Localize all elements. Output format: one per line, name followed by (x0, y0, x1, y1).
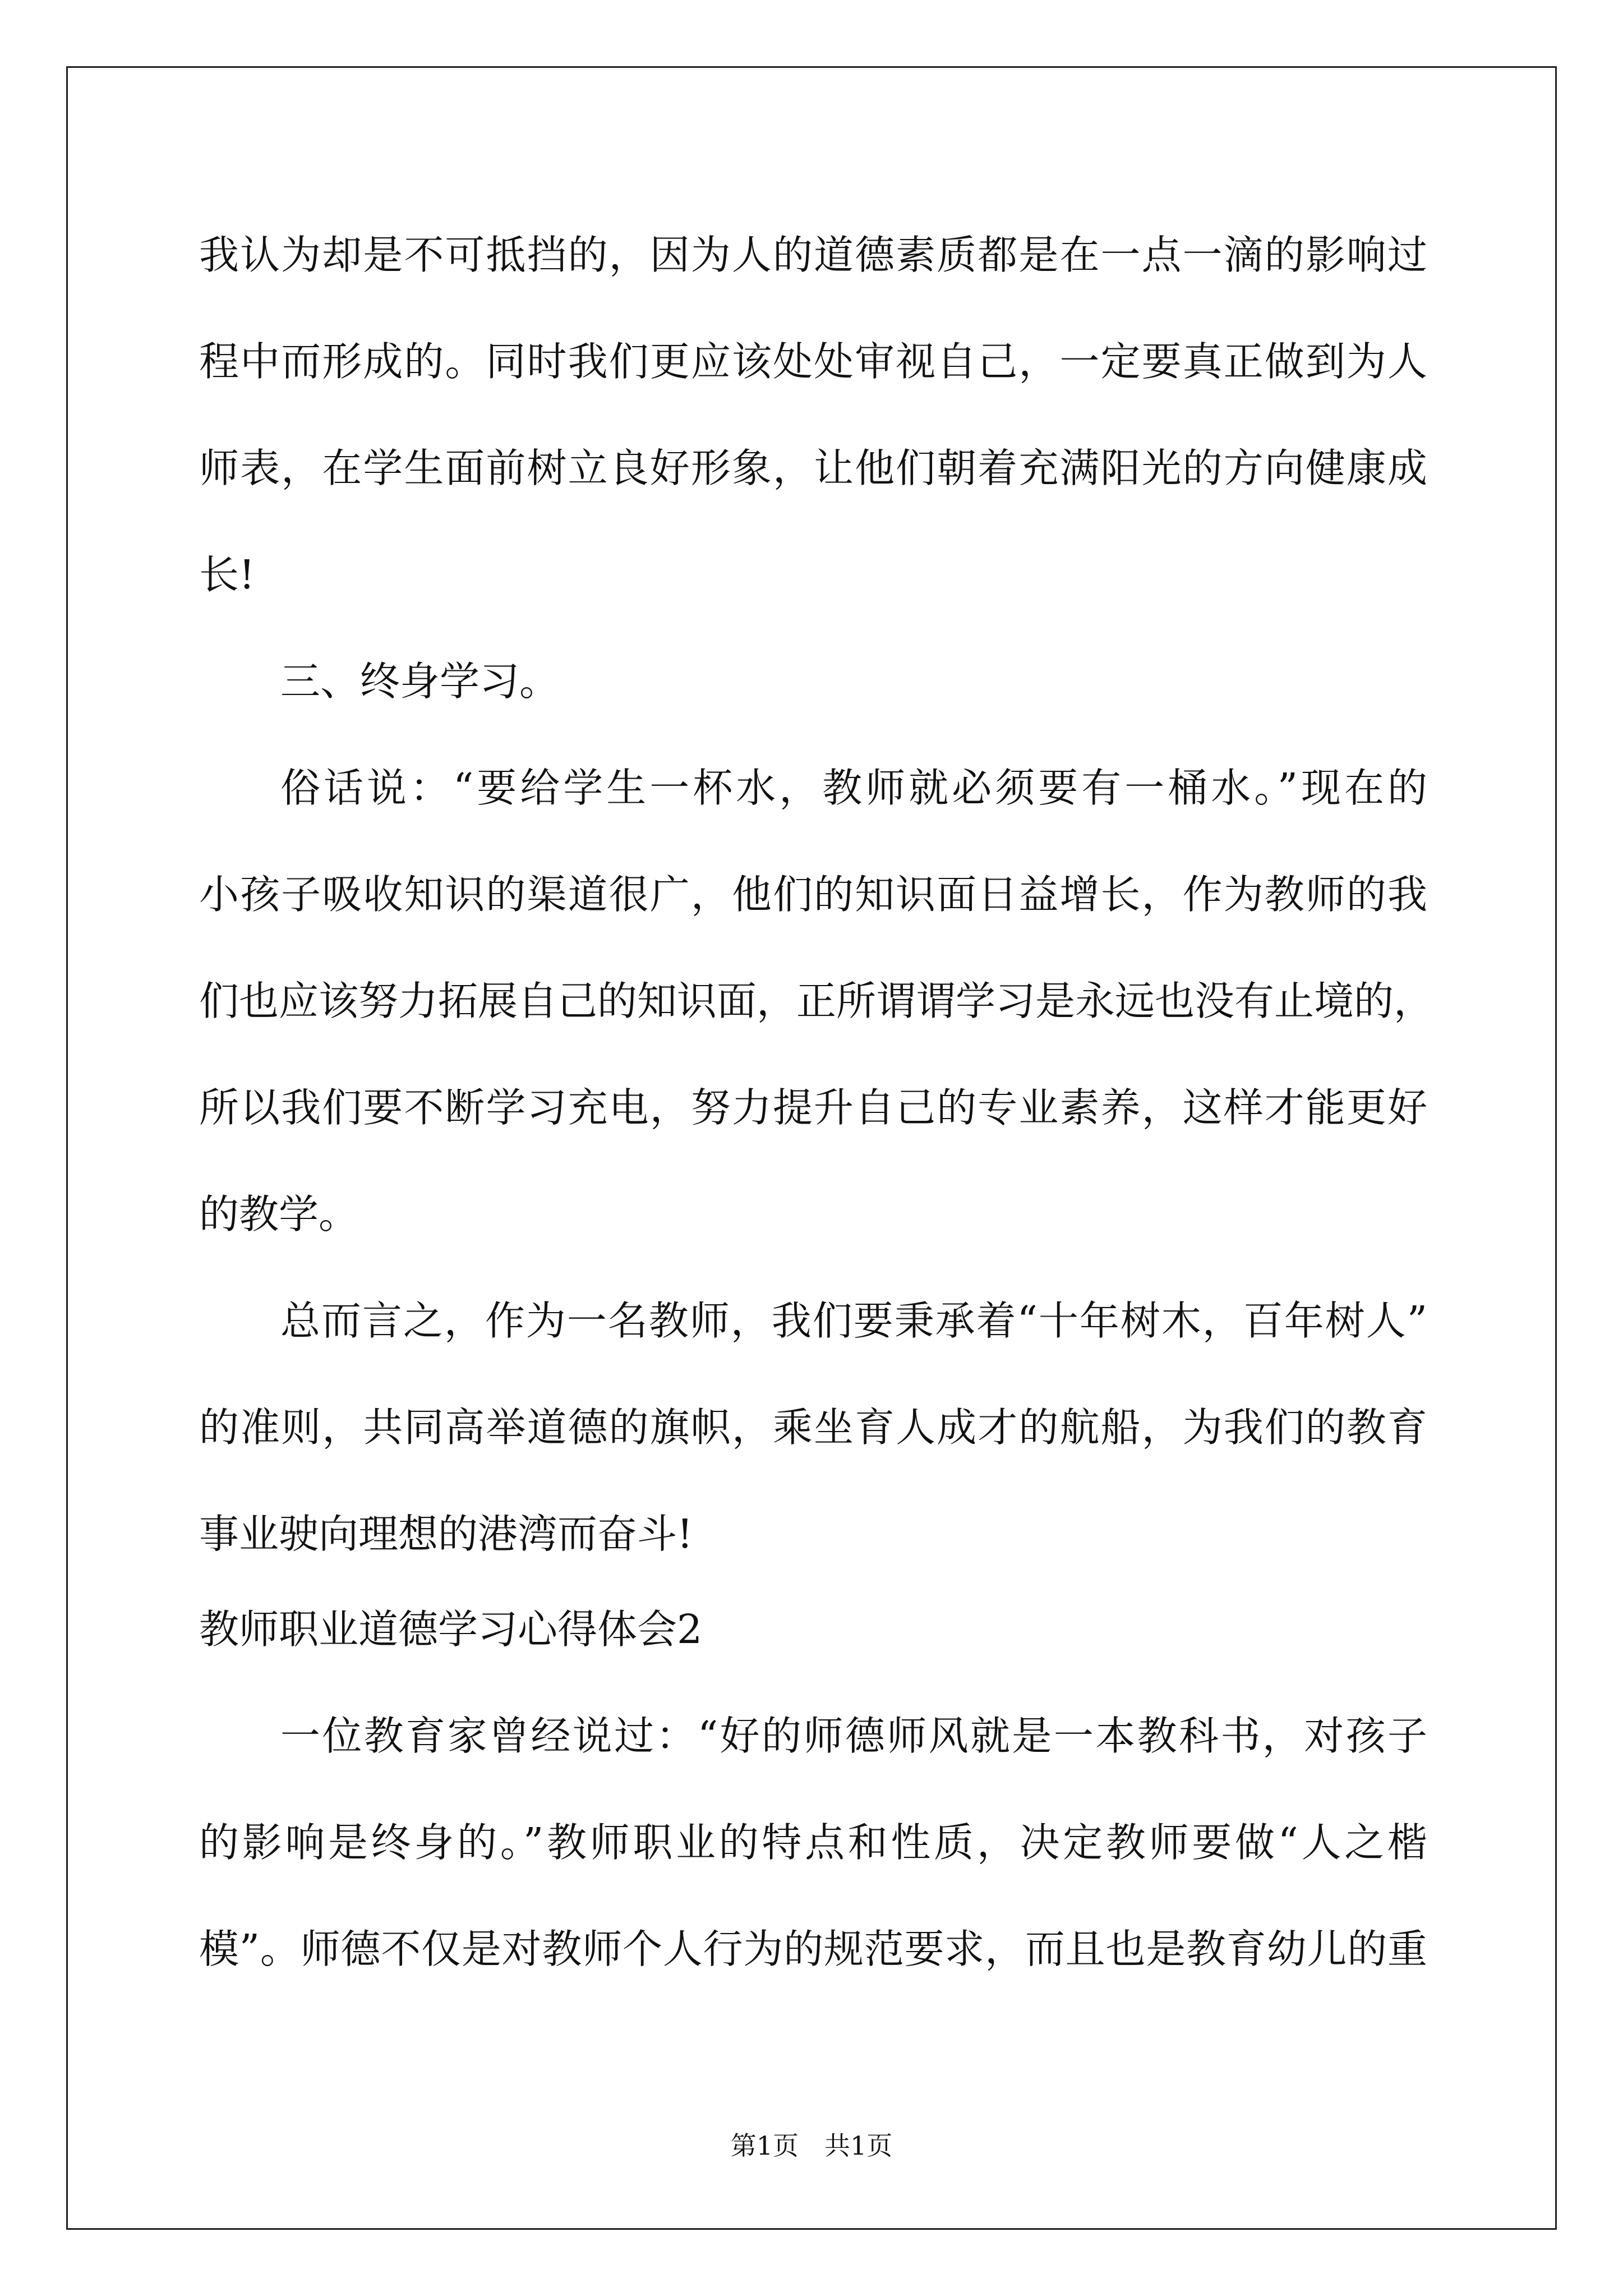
text-line: 事业驶向理想的港湾而奋斗! (199, 1511, 693, 1557)
page-footer: 第1页 共1页 (730, 2131, 893, 2161)
document-body (199, 202, 1434, 2003)
text-line: 的教学。 (199, 1191, 359, 1237)
text-line: 我认为却是不可抵挡的，因为人的道德素质都是在一点一滴的影响过 (199, 232, 1427, 278)
text-line: 们也应该努力拓展自己的知识面，正所谓谓学习是永远也没有止境的， (199, 978, 1434, 1024)
text-line: 的影响是终身的。”教师职业的特点和性质，决定教师要做“人之楷 (199, 1819, 1427, 1866)
text-line: 小孩子吸收知识的渠道很广，他们的知识面日益增长，作为教师的我 (199, 871, 1427, 918)
text-line: 总而言之，作为一名教师，我们要秉承着“十年树木，百年树人” (280, 1297, 1427, 1344)
text-line: 的准则，共同高举道德的旗帜，乘坐育人成才的航船，为我们的教育 (199, 1404, 1427, 1451)
text-line: 长! (199, 551, 255, 598)
text-line: 俗话说：“要给学生一杯水，教师就必须要有一桶水。”现在的 (280, 765, 1427, 811)
text-line: 师表，在学生面前树立良好形象，让他们朝着充满阳光的方向健康成 (199, 445, 1427, 491)
section-heading: 三、终身学习。 (280, 658, 560, 705)
article-title: 教师职业道德学习心得体会2 (199, 1606, 703, 1653)
text-line: 程中而形成的。同时我们更应该处处审视自己，一定要真正做到为人 (199, 338, 1427, 385)
text-line: 一位教育家曾经说过：“好的师德师风就是一本教科书，对孩子 (280, 1713, 1427, 1759)
text-line: 所以我们要不断学习充电，努力提升自己的专业素养，这样才能更好 (199, 1084, 1427, 1131)
text-line: 模”。师德不仅是对教师个人行为的规范要求，而且也是教育幼儿的重 (199, 1926, 1427, 1972)
